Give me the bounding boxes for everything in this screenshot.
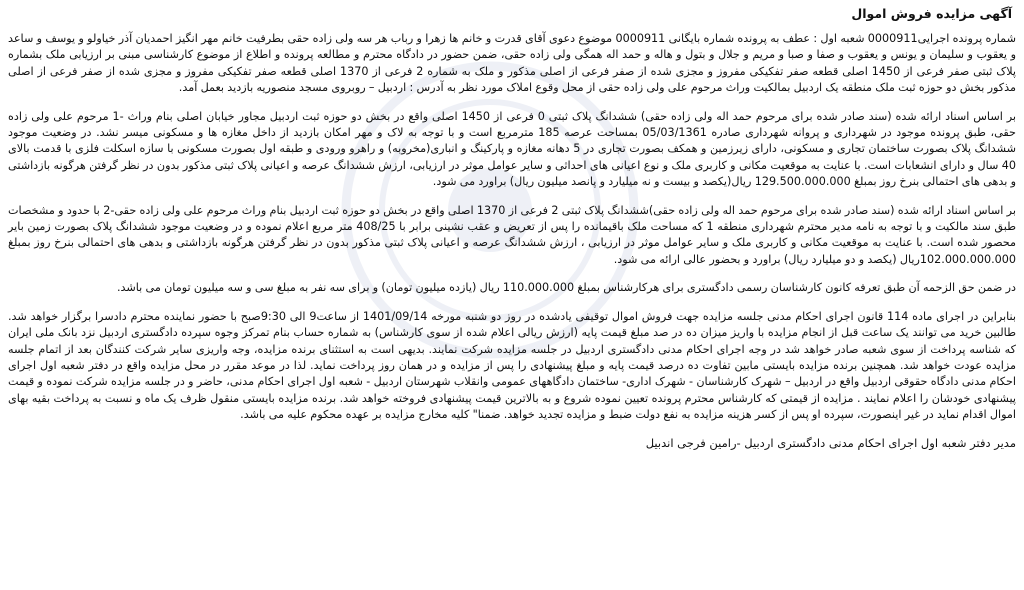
notice-signature: مدیر دفتر شعبه اول اجرای احکام مدنی دادگستری اردبیل -رامین فرجی اندبیل xyxy=(645,435,1016,450)
notice-paragraph-auction-terms: بنابراین در اجرای ماده 114 قانون اجرای احکام مدنی جلسه مزایده جهت فروش اموال توقیفی یادشده در روز دو شنبه مورخه 1401/09/14 از ساعت9 الی 9:30صبح با حضور نماینده محترم دادسرا برگزار خواهد شد. طالبین خرید می توانند یک ساعت قبل از انجام مزایده با واریز میزان ده در صد مبلغ قیمت پایه (ارزش ریالی اعلام شده از سوی کارشناس) به شماره حساب بنام تمرکز وجوه سپرده دادگستری اردبیل نزد بانک ملی ایران که شناسه پرداخت از سوی شعبه صادر خواهد شد در وجه اجرای احکام مدنی دادگستری اردبیل در جلسه مزایده شرکت نمایند. بدیهی است به استثنای برنده مزایده، وجه واریزی سایر شرکت کنندگان بعد از اتمام جلسه مزایده عودت خواهد شد. همچنین برنده مزایده بایستی مابین تفاوت ده درصد قیمت پایه و مبلغ پیشنهادی را پس از مزایده و در همان روز پرداخت نماید. لذا در موعد مقرر در محل مزایده واقع در دفتر شعبه اول اجرای احکام مدنی دادگاه حقوقی اردبیل واقع در اردبیل – شهرک کارشناسان - شهرک اداری- ساختمان دادگاههای عمومی وانقلاب شهرستان اردبیل - شعبه اول اجرای احکام مدنی، حاضر و در جلسه مزایده شرکت نموده و قیمت پیشنهادی خودشان را اعلام نمایند . مزایده از قیمتی که کارشناس محترم پرونده تعیین نموده شروع و به بالاترین قیمت پیشنهادی فروخته خواهد شد. برنده مزایده بایستی منقول ظرف یک ماه و نسبت به پرداخت بقیه بهای اموال اقدام نماید در غیر اینصورت، سپرده او پس از کسر هزینه مزایده به نفع دولت ضبط و مزایده تجدید خواهد. ضمنا" کلیه مخارج مزایده بر عهده محکوم علیه می باشد. xyxy=(8,309,1017,422)
notice-title: آگهی مزایده فروش اموال xyxy=(851,6,1012,21)
auction-notice xyxy=(8,4,1016,586)
notice-paragraph-expert-fee: در ضمن حق الزحمه آن طبق تعرفه کانون کارشناسان رسمی دادگستری برای هرکارشناس بمبلغ 110.000.000 ریال (یازده میلیون تومان) و برای سه نفر به مبلغ سی و سه میلیون تومان می باشد. xyxy=(116,281,1016,295)
notice-paragraph-property-2: بر اساس اسناد ارائه شده (سند صادر شده برای مرحوم حمد اله ولی زاده حقی)ششدانگ پلاک ثبتی 2 فرعی از 1370 اصلی واقع در بخش دو حوزه ثبت اردبیل بنام وراث مرحوم علی ولی زاده حقی-2 با حدود و مشخصات طبق سند مالکیت و با توجه به نامه مدیر محترم شهرداری منطقه 1 که مساحت ملک باقیمانده را پس از تعریض و عقب نشینی برابر با 408/25 متر مربع اعلام نموده و در وضعیت موجود ششدانگ پلاک بصورت زمین بایر محصور شده است. با عنایت به موقعیت مکانی و کاربری ملک و سایر عوامل موثر در ارزیابی ، ارزش ششدانگ عرصه و اعیانی پلاک ثبتی مذکور بدون در نظر گرفتن هرگونه بازداشتی و بدهی های احتمالی بنرخ روز بمبلغ 102.000.000.000ریال (یکصد و دو میلیارد ریال) براورد و بحضور عالی ارائه می شود. xyxy=(8,203,1017,266)
notice-paragraph-property-1: بر اساس اسناد ارائه شده (سند صادر شده برای مرحوم حمد اله ولی زاده حقی) ششدانگ پلاک ثبتی 0 فرعی از 1450 اصلی واقع در بخش دو حوزه ثبت اردبیل مجاور خیابان اصلی بنام وراث -1 مرحوم علی ولی زاده حقی، طبق پرونده موجود در شهرداری و پروانه شهرداری صادره 05/03/1361 بمساحت عرصه 185 مترمربع است و با توجه به لاک و مهر امکان بازدید از داخل مغازه ها و مسکونی میسر نشد. در وضعیت موجود ششدانگ پلاک بصورت ساختمان تجاری و مسکونی، دارای زیرزمین و همکف بصورت تجاری در 5 دهانه مغازه و پارکینگ و انباری(مخروبه) و راهرو ورودی و طبقه اول بصورت مسکونی با سازه اسکلت فلزی با قدمت بالای 40 سال و دارای انشعابات است. با عنایت به موقعیت مکانی و کاربری ملک و نوع اعیانی های احداثی و سایر عوامل موثر در ارزیابی، ارزش ششدانگ عرصه و اعیانی پلاک ثبتی مذکور بدون در نظر گرفتن هرگونه بازداشتی و بدهی های احتمالی بنرخ روز بمبلغ 129.500.000.000 ریال(یکصد و بیست و نه میلیارد و پانصد میلیون ریال) براورد می شود. xyxy=(8,109,1017,189)
notice-paragraph-case-summary: شماره پرونده اجرایی0000911 شعبه اول : عطف به پرونده شماره بایگانی 0000911 موضوع دعوی آقای قدرت و خانم ها زهرا و رباب هر سه ولی زاده حقی بطرفیت خانم مهر انگیز احمدیان آذر خیاولو و یوسف و ساعد و یعقوب و سلیمان و یونس و یعقوب و صفا و صبا و مریم و جلال و بتول و هاله و حمد اله همگی ولی زاده حقی، ضمن حضور در دادگاه محترم و مطالعه پرونده و اطلاع از موضوع کارشناسی مبنی بر ارزیابی ملک بشماره پلاک ثبتی صفر فرعی از 1450 اصلی قطعه صفر تفکیکی مفروز و مجزی شده از صفر فرعی از اصلی مذکور و ملک به شماره 2 فرعی از 1370 اصلی قطعه صفر تفکیکی مفروز و مجزی شده از صفر فرعی از اصلی مذکور بخش دو حوزه ثبت ملک منطقه یک اردبیل بمالکیت وراث مرحوم علی ولی زاده حقی از محل وقوع املاک مورد نظر به آدرس : اردبیل – روبروی مسجد منصوریه بازدید بعمل آمد. xyxy=(8,32,1016,95)
